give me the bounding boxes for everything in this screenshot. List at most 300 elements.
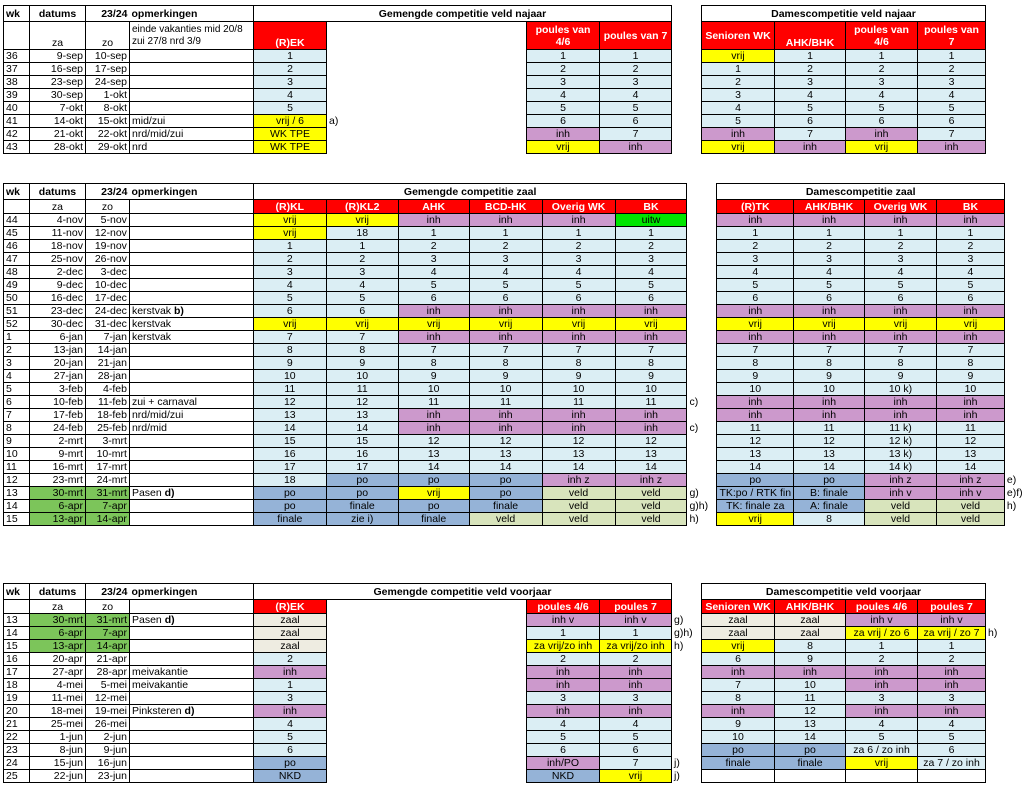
schedule-cell: 4 [253,279,326,292]
schedule-cell: 2 [918,653,986,666]
week-number: 22 [4,731,30,744]
footnote [687,344,717,357]
week-row [4,461,1031,474]
schedule-cell: 7 [775,128,846,141]
schedule-cell: za 6 / zo inh [846,744,918,757]
schedule-cell: 10 [326,370,398,383]
sunday-date: 24-dec [85,305,129,318]
schedule-cell: inh [717,305,794,318]
footnote [687,305,717,318]
schedule-cell: inh [615,305,687,318]
schedule-cell: 6 [600,115,672,128]
schedule-cell: 8 [775,640,846,653]
schedule-cell: 6 [717,292,794,305]
spacer [357,731,527,744]
footnote [687,292,717,305]
schedule-cell: 5 [775,102,846,115]
week-row [4,731,1012,744]
remark [129,396,253,409]
schedule-cell: 1 [527,627,600,640]
footnote: g)h) [674,627,693,639]
remark [129,487,253,500]
schedule-cell: 6 [846,115,918,128]
schedule-cell: 8 [469,357,542,370]
week-number: 41 [4,115,30,128]
schedule-cell: zaal [775,614,846,627]
schedule-cell: inh [702,128,775,141]
schedule-cell: inh z [615,474,687,487]
footnote [687,266,717,279]
sunday-date: 26-mei [86,718,130,731]
schedule-cell: inh [600,666,672,679]
schedule-cell: 1 [775,50,846,63]
schedule-cell: 7 [326,331,398,344]
schedule-cell: 6 [398,292,469,305]
schedule-cell: inh [918,679,986,692]
week-number: 51 [4,305,30,318]
week-number: 25 [4,770,30,783]
week-number: 4 [4,370,30,383]
schedule-cell: inh [936,396,1004,409]
footnote [327,128,357,141]
schedule-cell: 8 [542,357,615,370]
schedule-cell: 2 [600,63,672,76]
saturday-date: 9-mrt [29,448,85,461]
schedule-cell: inh z [936,474,1004,487]
footnote: c) [689,396,699,408]
schedule-cell: inh [542,214,615,227]
saturday-date: 2-mrt [29,435,85,448]
week-number: 39 [4,89,30,102]
schedule-cell: 5 [469,279,542,292]
week-row [4,89,986,102]
schedule-cell [846,770,918,783]
sunday-date: 16-jun [86,757,130,770]
section-title-ladies: Damescompetitie veld voorjaar [702,584,986,600]
schedule-cell: finale [253,513,326,526]
remark [130,653,254,666]
spacer [357,705,527,718]
schedule-cell: 2 [527,653,600,666]
spacer [327,627,357,640]
schedule-cell: 14 [542,461,615,474]
week-row [4,679,1012,692]
schedule-cell: 6 [865,292,937,305]
schedule-cell: 5 [865,279,937,292]
schedule-cell: vrij [615,318,687,331]
schedule-cell: inh [615,422,687,435]
week-row [4,305,1031,318]
schedule-cell: 4 [918,718,986,731]
week-number: 7 [4,409,30,422]
schedule-cell: vrij [846,141,918,154]
schedule-cell: vrij [600,770,672,783]
week-number: 1 [4,331,30,344]
remark-text: Pasen [131,487,162,499]
footnote [672,692,702,705]
week-row [4,128,986,141]
week-number: 47 [4,253,30,266]
week-row [4,513,1031,526]
schedule-cell: 14 [253,422,326,435]
remark [130,757,254,770]
schedule-cell: 4 [865,266,937,279]
week-number: 21 [4,718,30,731]
schedule-cell: 1 [469,227,542,240]
schedule-cell: vrij [326,318,398,331]
footnote [1004,461,1030,474]
remarks-header: opmerkingen [130,584,254,600]
sunday-date: 17-mrt [85,461,129,474]
schedule-cell: inh v [936,487,1004,500]
sunday-date: 24-mrt [85,474,129,487]
remark-text: nrd/mid/zui [132,128,184,140]
week-number: 43 [4,141,30,154]
footnote [687,448,717,461]
schedule-cell: inh z [865,474,937,487]
schedule-cell: 1 [846,50,918,63]
schedule-cell: 5 [936,279,1004,292]
week-number: 8 [4,422,30,435]
schedule-cell: vrij [542,318,615,331]
week-number: 46 [4,240,30,253]
schedule-cell: 14 [775,731,846,744]
schedule-cell: veld [615,500,687,513]
week-number: 19 [4,692,30,705]
schedule-cell: 14 [717,461,794,474]
footnote [986,770,1012,783]
saturday-date: 27-jan [29,370,85,383]
schedule-cell: vrij / 6 [254,115,327,128]
sunday-date: 9-jun [86,744,130,757]
footnote [327,89,357,102]
schedule-cell: 8 [865,357,937,370]
schedule-cell: veld [542,500,615,513]
week-row [4,214,1031,227]
schedule-cell: 4 [527,89,600,102]
week-number: 44 [4,214,30,227]
sunday-date: 4-feb [85,383,129,396]
week-row [4,383,1031,396]
section-title-mixed: Gemengde competitie zaal [253,184,687,200]
schedule-cell: 5 [542,279,615,292]
schedule-cell: po [702,744,775,757]
col-head: Overig WK [865,200,937,214]
schedule-cell: inh v [527,614,600,627]
schedule-cell: uitw [615,214,687,227]
week-number: 12 [4,474,30,487]
schedule-cell: inh [469,305,542,318]
spacer [672,141,702,154]
schedule-cell: inh [936,214,1004,227]
spacer [357,757,527,770]
schedule-cell: 3 [846,692,918,705]
schedule-cell: 9 [702,718,775,731]
footnote [327,141,357,154]
sunday-date: 19-mei [86,705,130,718]
schedule-cell: 4 [326,279,398,292]
schedule-cell: po [775,744,846,757]
footnote: c) [689,422,699,434]
week-number: 15 [4,640,30,653]
schedule-cell: vrij [702,141,775,154]
week-number: 52 [4,318,30,331]
schedule-cell: 5 [527,731,600,744]
schedule-cell: vrij [717,513,794,526]
schedule-cell: 11 [615,396,687,409]
schedule-cell: po [398,474,469,487]
spacer [327,705,357,718]
week-number: 18 [4,679,30,692]
schedule-cell: 3 [398,253,469,266]
schedule-cell: 10 k) [865,383,937,396]
footnote [986,614,1012,627]
week-number: 45 [4,227,30,240]
week-row [4,640,1012,653]
schedule-cell: 3 [326,266,398,279]
remark [129,513,253,526]
col-head: Senioren WK [702,22,775,50]
sunday-date: 3-dec [85,266,129,279]
schedule-cell: inh [542,305,615,318]
schedule-cell: po [469,487,542,500]
col-head: poules 7 [600,600,672,614]
week-row [4,253,1031,266]
footnote [687,253,717,266]
schedule-cell: inh [775,666,846,679]
schedule-cell: vrij [326,214,398,227]
col-head: (R)KL [253,200,326,214]
week-row [4,63,986,76]
schedule-cell: inh v [600,614,672,627]
week-number: 40 [4,102,30,115]
remark [130,705,254,718]
footnote [687,279,717,292]
remark [130,718,254,731]
spacer [357,640,527,653]
schedule-cell: 1 [542,227,615,240]
schedule-cell: finale [326,500,398,513]
schedule-cell: 2 [527,63,600,76]
schedule-cell: inh [527,666,600,679]
schedule-cell: 11 [469,396,542,409]
footnote: j) [674,770,680,782]
schedule-cell: 2 [775,63,846,76]
saturday-date: 10-feb [29,396,85,409]
schedule-cell: 2 [398,240,469,253]
remark [129,409,253,422]
saturday-date: 13-jan [29,344,85,357]
remark-text: nrd/mid/zui [131,409,184,421]
remark-text: nrd [132,141,148,153]
remark [130,50,254,63]
schedule-cell: NKD [527,770,600,783]
footnote [327,63,357,76]
schedule-cell: 3 [936,253,1004,266]
schedule-cell: 14 [469,461,542,474]
saturday-date: 20-apr [30,653,86,666]
schedule-cell: 4 [846,89,918,102]
schedule-cell: inh [936,305,1004,318]
schedule-cell: inh [469,331,542,344]
schedule-cell: po [254,757,327,770]
schedule-cell: inh [775,141,846,154]
schedule-cell: za vrij / zo 6 [846,627,918,640]
footnote [687,214,717,227]
week-row [4,331,1031,344]
week-row [4,50,986,63]
week-row [4,692,1012,705]
schedule-cell: 16 [326,448,398,461]
spacer [357,141,527,154]
week-row [4,292,1031,305]
saturday-date: 21-okt [30,128,86,141]
schedule-cell: 5 [918,102,986,115]
schedule-cell: inh [615,409,687,422]
schedule-cell: 6 [542,292,615,305]
footnote [1004,370,1030,383]
remark [130,731,254,744]
week-number: 48 [4,266,30,279]
sunday-date: 5-mei [86,679,130,692]
schedule-cell: 18 [326,227,398,240]
schedule-cell: 13 [542,448,615,461]
schedule-cell: za 7 / zo inh [918,757,986,770]
schedule-cell: 6 [326,305,398,318]
section-title-ladies: Damescompetitie veld najaar [702,6,986,22]
schedule-cell: zaal [254,640,327,653]
schedule-cell: inh [600,141,672,154]
schedule-cell: 8 [253,344,326,357]
wk-header: wk [4,6,30,22]
schedule-cell: 2 [702,76,775,89]
sunday-date: 12-mei [86,692,130,705]
week-row [4,344,1031,357]
schedule-cell: 9 [253,357,326,370]
schedule-cell: 3 [254,692,327,705]
schedule-cell: 5 [254,731,327,744]
schedule-cell: 7 [253,331,326,344]
saturday-date: 11-nov [29,227,85,240]
spacer [357,89,527,102]
remark [130,666,254,679]
schedule-cell: 12 [469,435,542,448]
schedule-cell: 3 [702,89,775,102]
remark-note: d) [164,614,175,626]
schedule-cell: 5 [326,292,398,305]
schedule-cell: finale [702,757,775,770]
saturday-date: 22-jun [30,770,86,783]
saturday-date: 20-jan [29,357,85,370]
schedule-cell: 1 [254,679,327,692]
remark [129,435,253,448]
saturday-date: 4-nov [29,214,85,227]
schedule-cell: inh v [865,487,937,500]
schedule-cell: inh [717,331,794,344]
spacer [357,653,527,666]
schedule-cell: 10 [615,383,687,396]
remark [129,318,253,331]
footnote [672,705,702,718]
saturday-date: 30-sep [30,89,86,102]
remark-text: kerstvak [131,331,172,343]
footnote [1004,383,1030,396]
schedule-cell: 3 [846,76,918,89]
col-head: BK [936,200,1004,214]
week-row [4,409,1031,422]
footnote [1004,344,1030,357]
schedule-cell: TK: finale za [717,500,794,513]
schedule-cell: 9 [615,370,687,383]
spacer [357,63,527,76]
schedule-cell: 6 [527,744,600,757]
week-row [4,318,1031,331]
spacer [357,692,527,705]
schedule-cell: 16 [253,448,326,461]
spacer [327,653,357,666]
footnote: j) [674,757,680,769]
schedule-cell: po [253,487,326,500]
schedule-cell: inh [527,705,600,718]
schedule-cell: inh [865,409,937,422]
schedule-cell: vrij [702,50,775,63]
footnote [1004,292,1030,305]
saturday-date: 23-sep [30,76,86,89]
footnote [1004,357,1030,370]
schedule-cell: 12 k) [865,435,937,448]
schedule-cell: inh [469,214,542,227]
week-row [4,76,986,89]
schedule-cell: 14 k) [865,461,937,474]
col-head: (R)EK [254,600,327,614]
schedule-cell: po [469,474,542,487]
schedule-cell: inh [600,705,672,718]
schedule-cell: inh [846,128,918,141]
footnote [687,409,717,422]
schedule-cell: inh [398,305,469,318]
schedule-cell: 7 [469,344,542,357]
week-row [4,653,1012,666]
schedule-cell: inh v [846,614,918,627]
sunday-date: 11-feb [85,396,129,409]
week-row [4,474,1031,487]
spacer [357,115,527,128]
schedule-cell: inh [527,679,600,692]
sunday-date: 22-okt [86,128,130,141]
week-row [4,422,1031,435]
footnote [1004,318,1030,331]
schedule-cell: 2 [918,63,986,76]
week-row [4,448,1031,461]
schedule-cell: 13 k) [865,448,937,461]
remark [130,128,254,141]
schedule-cell: inh [398,409,469,422]
spacer [357,744,527,757]
schedule-cell: 7 [702,679,775,692]
week-number: 13 [4,487,30,500]
sunday-date: 29-okt [86,141,130,154]
schedule-cell: 6 [918,744,986,757]
saturday-date: 6-apr [29,500,85,513]
remark [130,692,254,705]
week-row [4,614,1012,627]
schedule-cell: 13 [717,448,794,461]
saturday-date: 25-mei [30,718,86,731]
schedule-cell: 6 [600,744,672,757]
schedule-cell: zaal [702,614,775,627]
datums-header: datums [29,184,85,200]
schedule-cell: 11 [542,396,615,409]
